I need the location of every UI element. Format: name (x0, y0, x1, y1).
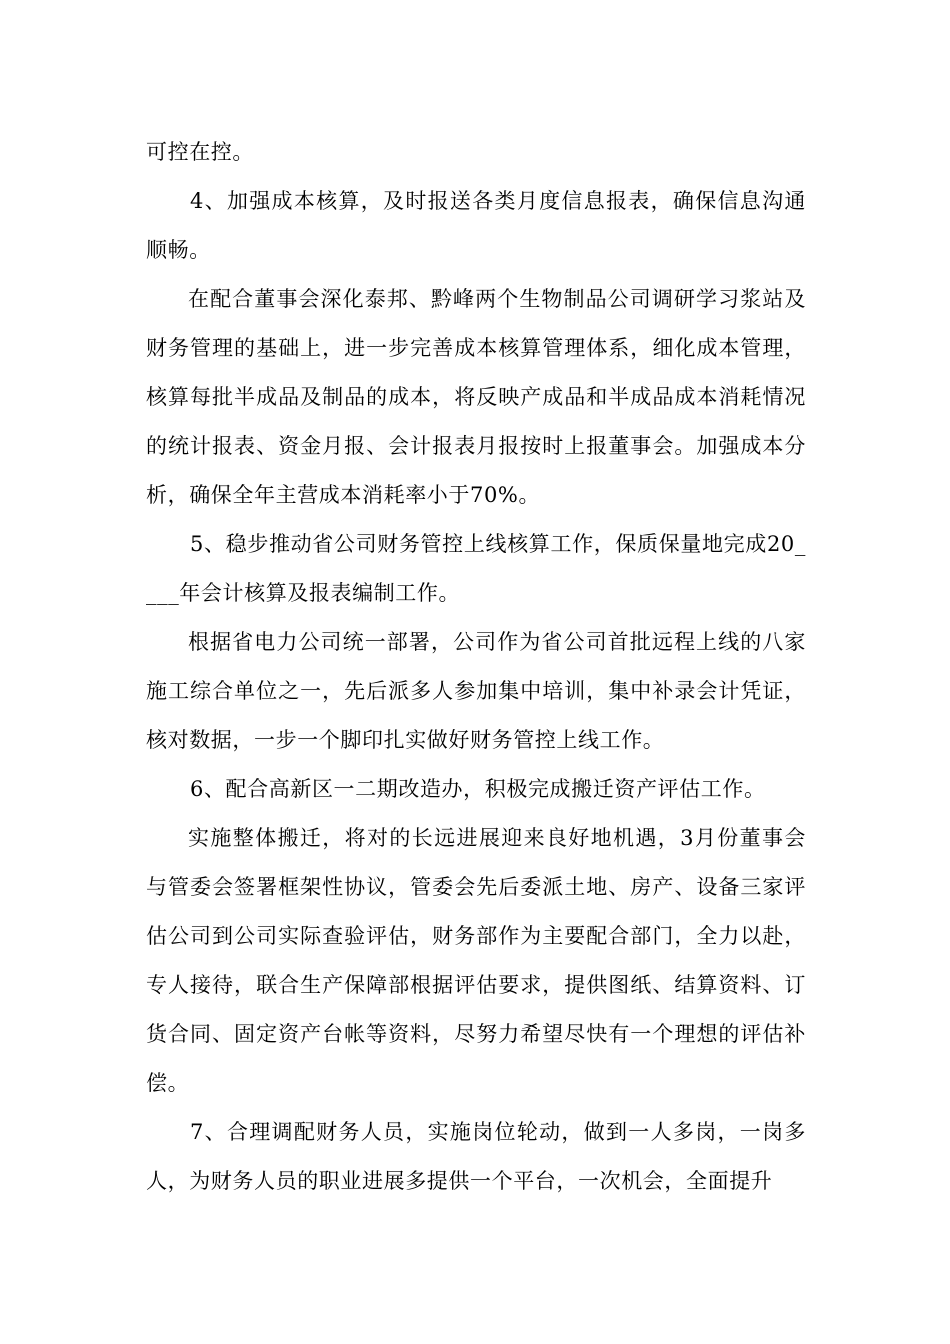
document-page (146, 128, 806, 1206)
paragraph-3: 在配合董事会深化泰邦、黔峰两个生物制品公司调研学习浆站及财务管理的基础上，进一步完善成本核算管理体系，细化成本管理，核算每批半成品及制品的成本，将反映产成品和半成品成本消耗情况的统计报表、资金月报、会计报表月报按时上报董事会。加强成本分析，确保全年主营成本消耗率小于70%。 (146, 287, 806, 507)
paragraph-5: 根据省电力公司统一部署，公司作为省公司首批远程上线的八家施工综合单位之一，先后派多人参加集中培训，集中补录会计凭证，核对数据，一步一个脚印扎实做好财务管控上线工作。 (146, 630, 806, 752)
paragraph-1: 可控在控。 (146, 140, 254, 164)
paragraph-2: 4、加强成本核算，及时报送各类月度信息报表，确保信息沟通顺畅。 (146, 189, 806, 262)
paragraph-4: 5、稳步推动省公司财务管控上线核算工作，保质保量地完成20____年会计核算及报表编制工作。 (146, 532, 806, 605)
paragraph-8: 7、合理调配财务人员，实施岗位轮动，做到一人多岗，一岗多人，为财务人员的职业进展多提供一个平台，一次机会，全面提升 (146, 1120, 806, 1193)
paragraph-7: 实施整体搬迁，将对的长远进展迎来良好地机遇，3月份董事会与管委会签署框架性协议，管委会先后委派土地、房产、设备三家评估公司到公司实际查验评估，财务部作为主要配合部门，全力以赴，专人接待，联合生产保障部根据评估要求，提供图纸、结算资料、订货合同、固定资产台帐等资料，尽努力希望尽快有一个理想的评估补偿。 (146, 826, 806, 1095)
paragraph-6: 6、配合高新区一二期改造办，积极完成搬迁资产评估工作。 (190, 777, 766, 801)
